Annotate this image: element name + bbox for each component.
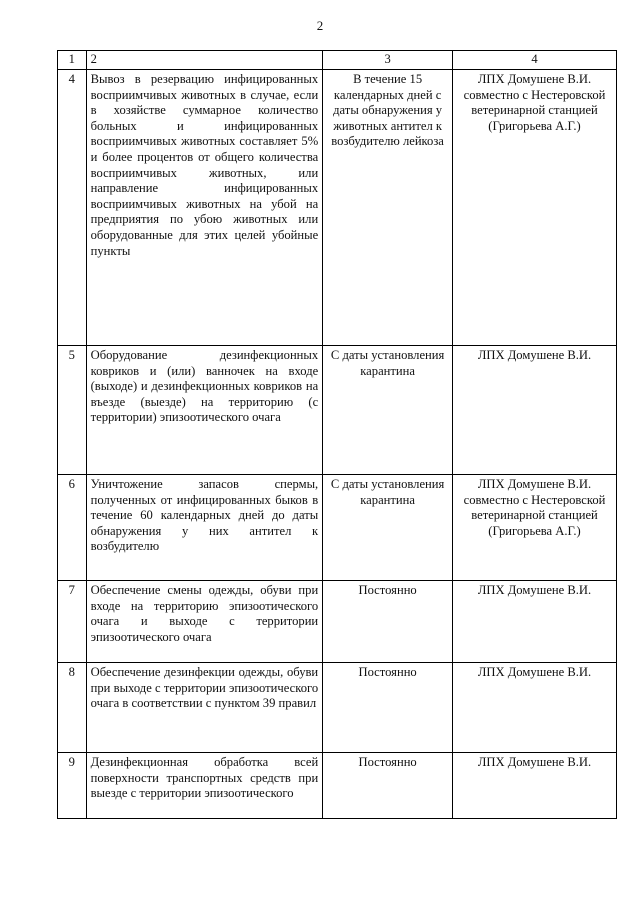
row-number: 8 — [58, 663, 87, 753]
row-measure: Вывоз в резервацию инфицированных восприимчивых животных в случае, если в хозяйстве суммарное количество больных и инфицированных восприимчивых животных составляет 5% и более процентов от общего количества восприимчивых животных, или направление инфицированных восприимчивых животных на убой на предприятия по убою животных или оборудованные для этих целей убойные пункты — [86, 70, 323, 346]
row-responsible: ЛПХ Домушене В.И. совместно с Нестеровской ветеринарной станцией (Григорьева А.Г.) — [453, 475, 617, 581]
table-row — [58, 753, 617, 819]
header-col-3: 3 — [323, 51, 453, 70]
row-responsible: ЛПХ Домушене В.И. — [453, 581, 617, 663]
header-col-2: 2 — [86, 51, 323, 70]
table-header-row — [58, 51, 617, 70]
header-col-4: 4 — [453, 51, 617, 70]
row-measure: Дезинфекционная обработка всей поверхности транспортных средств при выезде с территории эпизоотического — [86, 753, 323, 819]
row-responsible: ЛПХ Домушене В.И. — [453, 753, 617, 819]
table-row — [58, 346, 617, 475]
row-measure: Уничтожение запасов спермы, полученных от инфицированных быков в течение 60 календарных дней до даты обнаружения у них антител к возбудителю — [86, 475, 323, 581]
row-term: С даты установления карантина — [323, 475, 453, 581]
table-row — [58, 581, 617, 663]
row-term: Постоянно — [323, 663, 453, 753]
row-number: 5 — [58, 346, 87, 475]
row-term: С даты установления карантина — [323, 346, 453, 475]
row-measure: Оборудование дезинфекционных ковриков и (или) ванночек на входе (выходе) и дезинфекционных ковриков на въезде (выезде) на территорию (с территории) эпизоотического очага — [86, 346, 323, 475]
row-measure: Обеспечение дезинфекции одежды, обуви при выходе с территории эпизоотического очага в соответствии с пунктом 39 правил — [86, 663, 323, 753]
row-term: Постоянно — [323, 753, 453, 819]
row-responsible: ЛПХ Домушене В.И. — [453, 663, 617, 753]
table-row — [58, 663, 617, 753]
table-row — [58, 475, 617, 581]
row-number: 6 — [58, 475, 87, 581]
row-number: 4 — [58, 70, 87, 346]
measures-table — [57, 50, 617, 819]
header-col-1: 1 — [58, 51, 87, 70]
table-row — [58, 70, 617, 346]
row-responsible: ЛПХ Домушене В.И. — [453, 346, 617, 475]
row-term: Постоянно — [323, 581, 453, 663]
page-number: 2 — [316, 18, 324, 33]
row-responsible: ЛПХ Домушене В.И. совместно с Нестеровской ветеринарной станцией (Григорьева А.Г.) — [453, 70, 617, 346]
row-number: 7 — [58, 581, 87, 663]
row-measure: Обеспечение смены одежды, обуви при входе на территорию эпизоотического очага и выходе с территории эпизоотического очага — [86, 581, 323, 663]
row-number: 9 — [58, 753, 87, 819]
row-term: В течение 15 календарных дней с даты обнаружения у животных антител к возбудителю лейкоза — [323, 70, 453, 346]
